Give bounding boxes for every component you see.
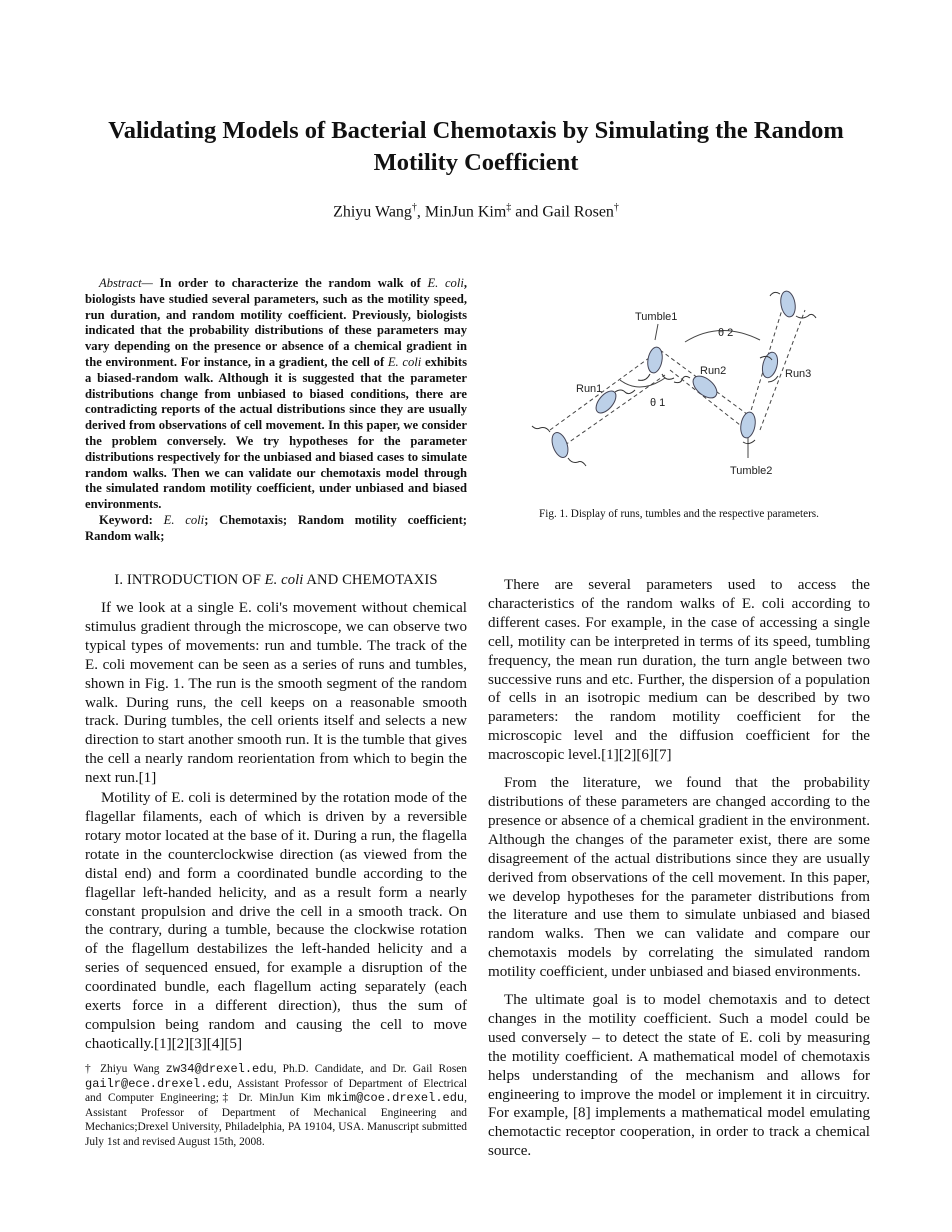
label-tumble2: Tumble2 [730, 465, 773, 477]
flagellum [674, 376, 690, 382]
keyword-species: E. coli [163, 512, 205, 527]
affiliation-mark: † [411, 202, 417, 213]
footnote [85, 1062, 467, 1150]
abstract-lead: Abstract— [99, 276, 153, 290]
label-run2: Run2 [700, 365, 727, 377]
paragraph: The ultimate goal is to model chemotaxis and to detect changes in the motility coefficient. Such a model could be used conversely – to detect the state of E. coli by measuring the motility coefficient. A mathematical model of chemotaxis helps understanding of the mechanism and allows for engineering to improve the model or implement it in circuitry. For example, [8] implements a mathematical model emulating chemotactic receptor cooperation, in order to track a chemical source. [488, 992, 870, 1160]
bacterium-cell [549, 430, 571, 459]
paragraph: Motility of E. coli is determined by the rotation mode of the flagellar filaments, each of which is driven by a reversible rotary motor located at the base of it. During a run, the flagella rotate in the counterclockwise direction (as viewed from the distal end) and form a coordinated bundle according to the flagellar left-handed helicity, and as a result form a nearly constant propulsion and drive the cell in a smooth track. On the contrary, during a tumble, because the clockwise rotation of the flagellum destabilizes the left-handed helicity and a series of sequenced ensued, for example a disruption of the coordinated bundle, each flagellum acting separately (each exerts force in a different direction), thus the sum of compulsion being random and causing the cell to move chaotically.[1][2][3][4][5] [85, 790, 467, 1052]
affiliation-mark: ‡ [506, 202, 512, 213]
abstract-species: E. coli [387, 354, 422, 369]
bacterium-cell [760, 351, 780, 380]
run1-path [550, 350, 660, 430]
flagellum [532, 426, 550, 432]
abstract-text: exhibits a biased-random walk. Although it is suggested that the parameter distributions change from unbiased to biased conditions, there are contradicting reports of the actual distributions since they are usually derived from observations of cell movement. In this paper, we consider the problem conversely. We try hypotheses for the parameter distributions respectively for the unbiased and biased cases to simulate random walks. Then we can validate our chemotaxis model through the simulated random motility coefficient, under unbiased and biased environments. [85, 354, 468, 512]
footnote-text: , Assistant Professor of Department of Electrical and Computer Engineering;‡ Dr. MinJun Kim [85, 1077, 467, 1105]
figure-runs-tumbles [520, 280, 840, 480]
paragraph: If we look at a single E. coli's movement without chemical stimulus gradient through the microscope, we can observe two typical types of movements: run and tumble. The track of the E. coli movement can be seen as a series of runs and tumbles, shown in Fig. 1. The run is the smooth segment of the random walk. During runs, the cell keeps on a reasonable smooth track. During tumbles, the cell orients itself and selects a new direction to start another smooth run. It is the tumble that gives the cell a nearly random reorientation from which to begin the next run.[1] [85, 600, 467, 787]
author-name: MinJun Kim [424, 203, 507, 221]
affiliation-mark: † [613, 202, 619, 213]
right-column [488, 576, 870, 1161]
label-run3: Run3 [785, 368, 812, 380]
paragraph: From the literature, we found that the probability distributions of these parameters are changed according to the presence or absence of a chemical gradient in the environment. Although the changes of the parameter exist, there are some disagreement of the actual distributions since they are usually derived from observations of the cell movement. In this paper, we develop hypotheses for the parameter distributions from the literature and use them to simulate unbiased and biased random walks. Then we can validate and compare our chemotaxis models by correlating the simulated random motility coefficient, under unbiased and biased environments. [488, 775, 870, 981]
bacterium-cell [739, 411, 757, 439]
flagellum [568, 458, 586, 466]
abstract [85, 276, 467, 545]
email-link[interactable]: gailr@ece.drexel.edu [85, 1076, 230, 1091]
flagellum [770, 292, 780, 296]
tumble1-pointer [655, 324, 658, 340]
author-name: Gail Rosen [542, 203, 614, 221]
abstract-text: , biologists have studied several parameters, such as the motility speed, run duration, and random motility coefficient. Previously, biologists indicated that the probability distributions of these parameters may vary depending on the presence or absence of a chemical gradient in the environment. For instance, in a gradient, the cell of [85, 276, 467, 369]
paragraph: There are several parameters used to access the characteristics of the random walks of E. coli according to different cases. For example, in the case of accessing a single cell, motility can be interpreted in terms of its speed, tumbling frequency, the mean run duration, the turn angle between two successive runs and etc. Further, the dispersion of a population of cells in an isotropic medium can be described by two parameters: the random motility coefficient for the microscopic level and the diffusion coefficient for the macroscopic level.[1][2][6][7] [488, 577, 870, 764]
flagellum [796, 314, 816, 318]
author-list: Zhiyu Wang†, MinJun Kim‡ and Gail Rosen† [333, 202, 619, 221]
section-heading [85, 572, 467, 589]
paper-title: Validating Models of Bacterial Chemotaxis by Simulating the Random Motility Coefficient [108, 117, 844, 176]
footnote-text: † Zhiyu Wang [85, 1063, 166, 1075]
email-link[interactable]: zw34@drexel.edu [165, 1062, 274, 1076]
bacterium-cell [779, 290, 797, 318]
section-heading-species: E. coli [264, 572, 304, 588]
flagellum [615, 390, 635, 394]
abstract-body [85, 276, 467, 513]
keyword-list: ; Chemotaxis; Random motility coefficient; Random walk; [85, 512, 468, 543]
keyword-label: Keyword: [99, 512, 164, 527]
flagellum [743, 440, 755, 444]
author-name: Zhiyu Wang [333, 203, 412, 221]
abstract-text: In order to characterize the random walk of [152, 276, 428, 290]
email-link[interactable]: mkim@coe.drexel.edu [327, 1091, 465, 1106]
label-run1: Run1 [576, 383, 603, 395]
left-column [85, 599, 467, 1054]
keywords [85, 513, 467, 545]
abstract-species: E. coli [427, 276, 464, 290]
flagellum [638, 374, 650, 380]
section-heading-text: I. INTRODUCTION OF [114, 572, 265, 588]
footnote-text: , Ph.D. Candidate, and Dr. Gail Rosen [273, 1063, 468, 1075]
bacterium-cell [646, 346, 664, 374]
label-theta1: θ 1 [650, 397, 666, 409]
label-tumble1: Tumble1 [635, 311, 678, 323]
label-theta2: θ 2 [718, 327, 734, 339]
footnote-text: , Assistant Professor of Department of Mechanical Engineering and Mechanics;Drexel University, Philadelphia, PA 19104, USA. Manuscript submitted July 1st and revised August 15th, 2008. [85, 1092, 467, 1148]
author-conjunction: and [515, 203, 539, 221]
figure-caption: Fig. 1. Display of runs, tumbles and the respective parameters. [539, 508, 819, 520]
section-heading-text: AND CHEMOTAXIS [303, 572, 438, 588]
